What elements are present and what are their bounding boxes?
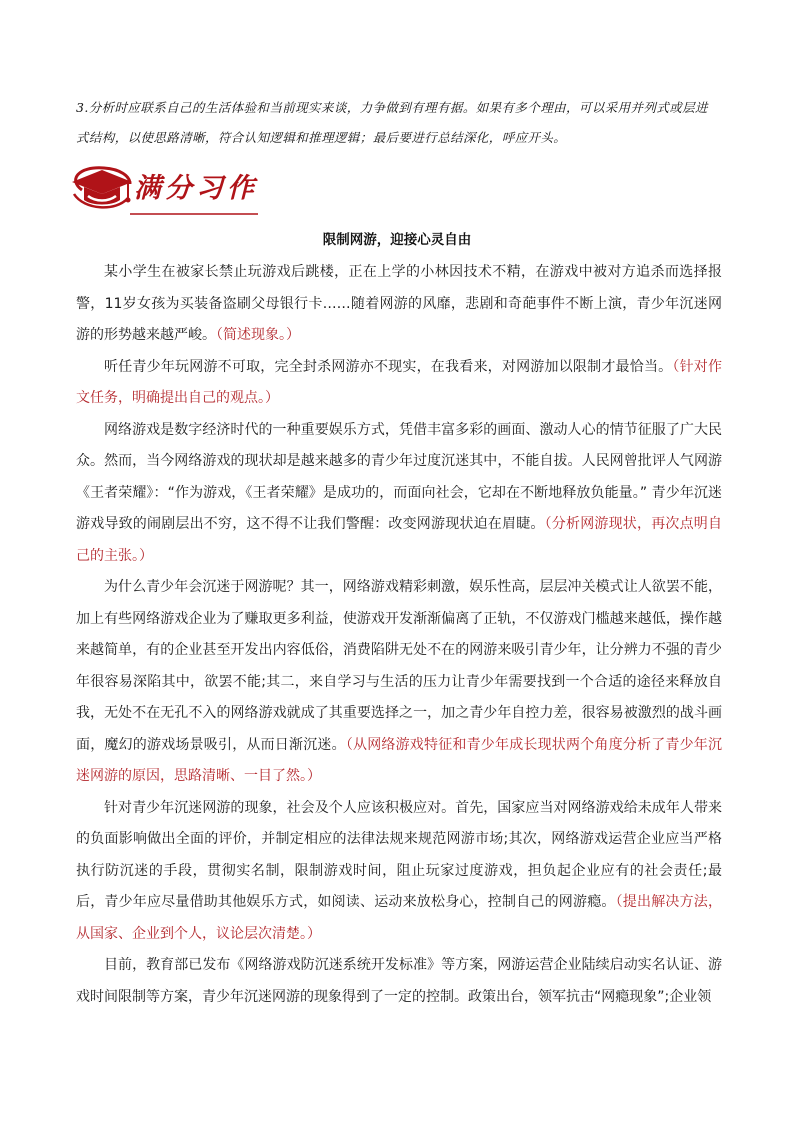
paragraph-text: 目前，教育部已发布《网络游戏防沉迷系统开发标准》等方案，网游运营企业陆续启动实名认证、游戏时间限制等方案，青少年沉迷网游的现象得到了一定的控制。政策出台，领军抗击“网瘾现象”;企业领 [76,957,722,1005]
commentary-note: （从网络游戏特征和青少年成长现状两个角度分析了青少年沉迷网游的原因，思路清晰、一目了然。） [76,736,723,784]
paragraph-text: 针对青少年沉迷网游的现象，社会及个人应该积极应对。首先，国家应当对网络游戏给未成年人带来的负面影响做出全面的评价，并制定相应的法律法规来规范网游市场;其次，网络游戏运营企业应当严格执行防沉迷的手段，贯彻实名制，限制游戏时间，阻止玩家过度游戏，担负起企业应有的社会责任;最后，青少年应尽量借助其他娱乐方式，如阅读、运动来放松身心，控制自己的网游瘾。 [76,799,722,910]
paragraph-text: 听任青少年玩网游不可取，完全封杀网游亦不现实，在我看来，对网游加以限制才最恰当。 [104,358,673,375]
full-score-essay-banner [64,160,264,218]
writing-tip-paragraph: 3.分析时应联系自己的生活体验和当前现实来谈，力争做到有理有据。如果有多个理由，可以采用并列式或层进式结构，以使思路清晰，符合认知逻辑和推理逻辑；最后要进行总结深化，呼应开头。 [76,100,708,145]
banner-title: 满分习作 [134,173,258,204]
essay-paragraph [76,950,722,1013]
essay-title: 限制网游，迎接心灵自由 [322,232,472,248]
paragraph-text: 网络游戏是数字经济时代的一种重要娱乐方式，凭借丰富多彩的画面、激动人心的情节征服了广大民众。然而，当今网络游戏的现状却是越来越多的青少年过度沉迷其中，不能自拔。人民网曾批评人气网游《王者荣耀》：“作为游戏，《王者荣耀》是成功的，而面向社会，它却在不断地释放负能量。” 青少年沉迷游戏导致的闹剧层出不穷，这不得不让我们警醒：改变网游现状迫在眉睫。 [76,421,722,532]
essay-paragraph [76,572,722,793]
essay-body [76,257,722,1013]
commentary-note: （针对作文任务，明确提出自己的观点。） [76,358,723,406]
commentary-note: （提出解决方法，从国家、企业到个人，议论层次清楚。） [76,894,723,942]
commentary-note: （简述现象。） [216,327,300,343]
essay-paragraph [76,352,722,415]
commentary-note: （分析网游现状，再次点明自己的主张。） [76,516,723,564]
paragraph-text: 某小学生在被家长禁止玩游戏后跳楼，正在上学的小林因技术不精，在游戏中被对方追杀而选择报警，11岁女孩为买装备盗刷父母银行卡……随着网游的风靡，悲剧和奇葩事件不断上演，青少年沉迷网游的形势越来越严峻。 [76,264,722,343]
essay-paragraph [76,257,722,352]
essay-paragraph [76,793,722,951]
essay-paragraph [76,415,722,573]
paragraph-text: 为什么青少年会沉迷于网游呢？其一，网络游戏精彩刺激，娱乐性高，层层冲关模式让人欲罢不能，加上有些网络游戏企业为了赚取更多利益，使游戏开发渐渐偏离了正轨，不仅游戏门槛越来越低，操作越来越简单，有的企业甚至开发出内容低俗，消费陷阱无处不在的网游来吸引青少年，让分辨力不强的青少年很容易深陷其中，欲罢不能;其二，来自学习与生活的压力让青少年需要找到一个合适的途径来释放自我，无处不在无孔不入的网络游戏就成了其重要选择之一，加之青少年自控力差，很容易被激烈的战斗画面，魔幻的游戏场景吸引，从而日渐沉迷。 [76,579,722,753]
